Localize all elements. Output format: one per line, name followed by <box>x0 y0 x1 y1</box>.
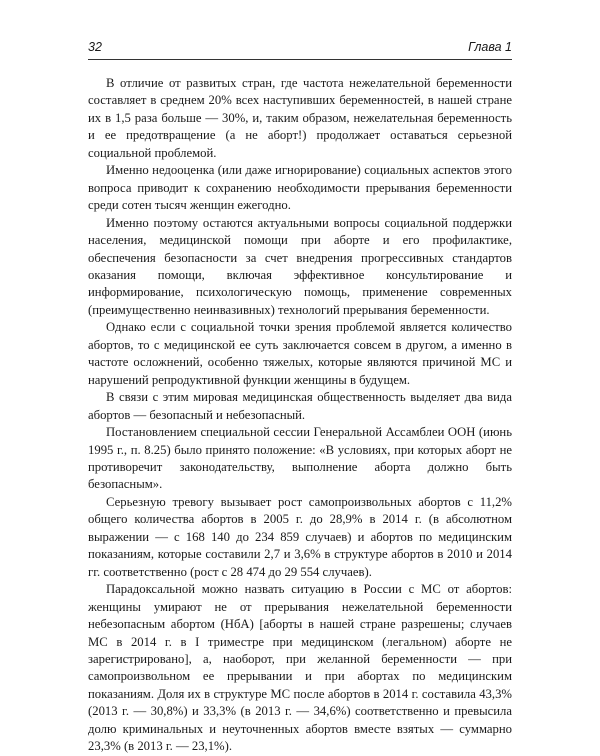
paragraph: В отличие от развитых стран, где частота нежелательной беременности составляет в среднем 20% всех наступивших беременностей, в нашей стране их в 1,5 раза больше — 30%, и, таким образом, нежелательная беременность и ее предотвращение (а не аборт!) продолжает оставаться серьезной социальной проблемой. <box>88 76 512 160</box>
paragraph: Серьезную тревогу вызывает рост самопроизвольных абортов с 11,2% общего количества абортов в 2005 г. до 28,9% в 2014 г. (в абсолютном выражении — с 168 140 до 234 859 случаев) и абортов по медицинским показаниям, которые составили 2,7 и 3,6% в структуре абортов в 2010 и 2014 гг. соответственно (рост с 28 474 до 29 554 случаев). <box>88 494 512 579</box>
body-text <box>88 75 512 756</box>
paragraph: Однако если с социальной точки зрения проблемой является количество абортов, то с медицинской ее суть заключается совсем в другом, а именно в частоте осложнений, особенно тяжелых, которые являются причиной МС и нарушений репродуктивной функции женщины в будущем. <box>88 320 512 387</box>
paragraph: Именно поэтому остаются актуальными вопросы социальной поддержки населения, медицинской помощи при аборте и его профилактике, обеспечения безопасности за счет внедрения прогрессивных стандартов оказания помощи, включая эффективное консультирование и информирование, психологическую помощь, применение современных (преимущественно неинвазивных) технологий прерывания беременности. <box>88 215 512 317</box>
paragraph: Постановлением специальной сессии Генеральной Ассамблеи ООН (июнь 1995 г., п. 8.25) было принято положение: «В условиях, при которых аборт не противоречит законодательству, выполнение аборта должно быть безопасным». <box>88 425 512 492</box>
paragraph: В связи с этим мировая медицинская общественность выделяет два вида абортов — безопасный и небезопасный. <box>88 390 512 422</box>
paragraph: Парадоксальной можно назвать ситуацию в России с МС от абортов: женщины умирают не от прерывания нежелательной беременности небезопасным абортом (НбА) [аборты в нашей стране разрешены; случаев МС в 2014 г. в I триместре при медицинском (легальном) аборте не зарегистрировано], а, наоборот, при желанной беременности — при самопроизвольном ее прерывании и при абортах по медицинским показаниям. Доля их в структуре МС после абортов в 2014 г. составила 43,3% (2013 г. — 30,8%) и 33,3% (в 2013 г. — 34,6%) соответственно и превысила долю криминальных и неуточненных абортов вместе взятых — суммарно 23,3% (в 2013 г. — 23,1%). <box>88 582 512 754</box>
header-rule <box>88 59 512 60</box>
chapter-label: Глава 1 <box>468 40 512 54</box>
running-head <box>88 38 512 60</box>
paragraph: Именно недооценка (или даже игнорирование) социальных аспектов этого вопроса приводит к сохранению необходимости прерывания беременности среди сотен тысяч женщин ежегодно. <box>88 163 512 213</box>
page-number: 32 <box>88 40 102 54</box>
